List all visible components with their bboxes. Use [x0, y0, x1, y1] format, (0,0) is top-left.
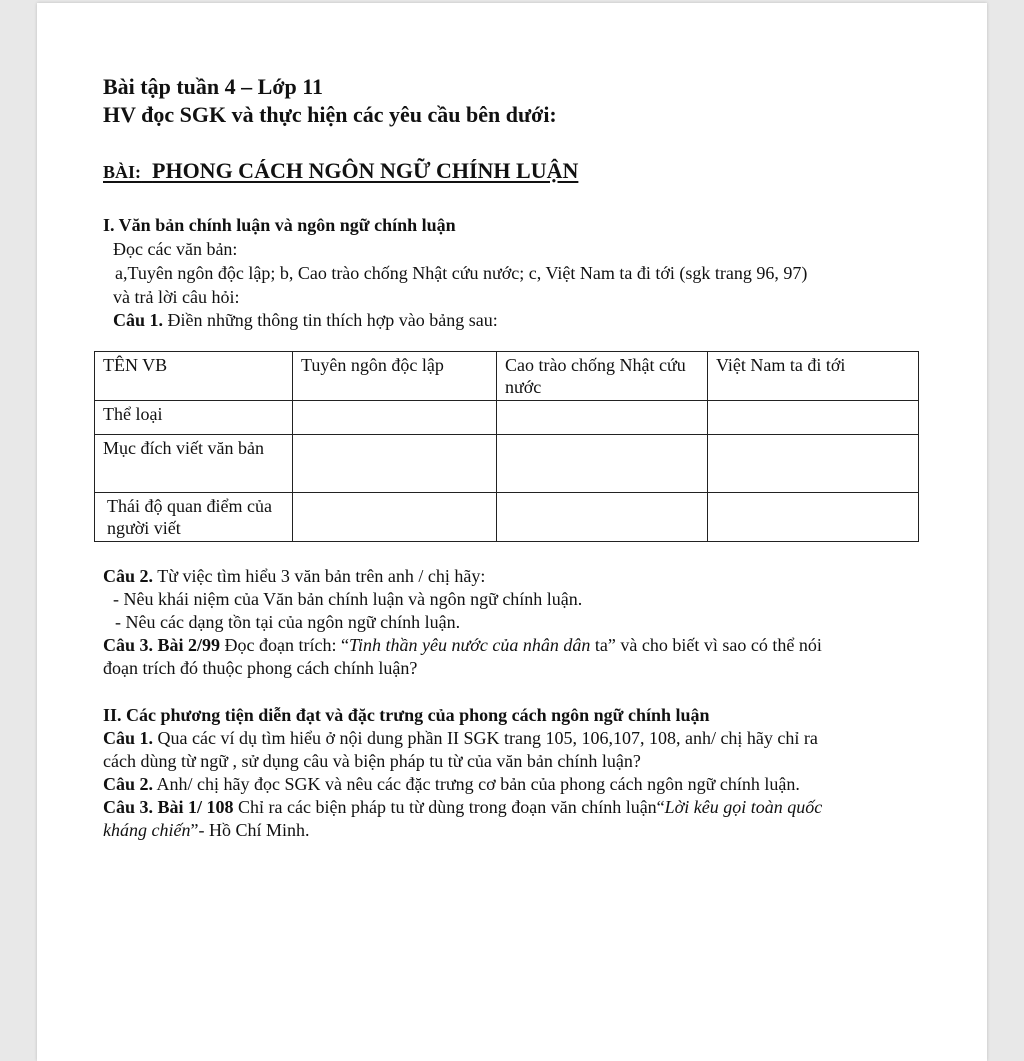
section1-intro: Đọc các văn bản: [113, 239, 238, 259]
table-cell[interactable] [708, 401, 919, 435]
table-header-cell: Việt Nam ta đi tới [708, 352, 919, 401]
table-cell[interactable] [293, 493, 497, 542]
table-row-label: Mục đích viết văn bản [95, 435, 293, 493]
s2-q2-text: Anh/ chị hãy đọc SGK và nêu các đặc trưng cơ bản của phong cách ngôn ngữ chính luận. [156, 774, 800, 794]
q2-item: - Nêu các dạng tồn tại của ngôn ngữ chính luận. [115, 612, 461, 632]
table-row [95, 435, 919, 493]
q1-text: Điền những thông tin thích hợp vào bảng sau: [167, 310, 498, 330]
table-cell[interactable] [497, 493, 708, 542]
q3-text: Đọc đoạn trích: “ [224, 635, 349, 655]
section1-q2 [103, 566, 485, 587]
q3-italic: Tinh thần yêu nước của nhân dân [348, 635, 591, 655]
table-cell[interactable] [708, 493, 919, 542]
q3-text-tail: ta” và cho biết vì sao có thể nói [590, 635, 822, 655]
table-header-row [95, 352, 919, 401]
section1-q1 [113, 310, 498, 331]
s2-q3-line2 [103, 820, 309, 841]
table-header-cell: Tuyên ngôn độc lập [293, 352, 497, 401]
lesson-name: PHONG CÁCH NGÔN NGỮ CHÍNH LUẬN [152, 158, 579, 183]
section1-texts: a,Tuyên ngôn độc lập; b, Cao trào chống Nhật cứu nước; c, Việt Nam ta đi tới (sgk trang 96, 97) [115, 263, 808, 283]
s2-q1-text: Qua các ví dụ tìm hiểu ở nội dung phần II SGK trang 105, 106,107, 108, anh/ chị hãy chỉ ra [157, 728, 818, 748]
answer-table [94, 351, 919, 542]
section1-heading: I. Văn bản chính luận và ngôn ngữ chính luận [103, 215, 456, 235]
table-cell[interactable] [708, 435, 919, 493]
table-row [95, 493, 919, 542]
section1-q3 [103, 635, 822, 656]
table-row-label: Thể loại [95, 401, 293, 435]
table-row [95, 401, 919, 435]
section2-q2 [103, 774, 800, 795]
section2-q1 [103, 728, 818, 749]
q2-text: Từ việc tìm hiểu 3 văn bản trên anh / chị hãy: [157, 566, 486, 586]
table-cell[interactable] [293, 401, 497, 435]
document-page [37, 3, 987, 1061]
s2-q3-text: Chỉ ra các biện pháp tu từ dùng trong đoạn văn chính luận“ [238, 797, 665, 817]
table-cell[interactable] [293, 435, 497, 493]
s2-q3-italic2: kháng chiến [103, 820, 191, 840]
s2-q2-label: Câu 2. [103, 774, 154, 794]
s2-q1-line2: cách dùng từ ngữ , sử dụng câu và biện pháp tu từ của văn bản chính luận? [103, 751, 641, 771]
s2-q3-tail: ”- Hồ Chí Minh. [190, 820, 310, 840]
section2-heading: II. Các phương tiện diễn đạt và đặc trưng của phong cách ngôn ngữ chính luận [103, 705, 710, 725]
table-row-label: Thái độ quan điểm của người viết [95, 493, 293, 542]
table-header-cell: Cao trào chống Nhật cứu nước [497, 352, 708, 401]
s2-q1-label: Câu 1. [103, 728, 154, 748]
table-cell[interactable] [497, 401, 708, 435]
q3-line2: đoạn trích đó thuộc phong cách chính luận? [103, 658, 418, 678]
q2-label: Câu 2. [103, 566, 154, 586]
table-cell[interactable] [497, 435, 708, 493]
lesson-title [103, 158, 578, 184]
s2-q3-label: Câu 3. Bài 1/ 108 [103, 797, 234, 817]
q1-label: Câu 1. [113, 310, 164, 330]
section2-q3 [103, 797, 822, 818]
s2-q3-italic: Lời kêu gọi toàn quốc [664, 797, 823, 817]
document-instruction: HV đọc SGK và thực hiện các yêu cầu bên dưới: [103, 102, 557, 127]
document-title: Bài tập tuần 4 – Lớp 11 [103, 74, 324, 99]
q2-item: - Nêu khái niệm của Văn bản chính luận và ngôn ngữ chính luận. [113, 589, 583, 609]
q3-label: Câu 3. Bài 2/99 [103, 635, 221, 655]
lesson-prefix: BÀI: [103, 162, 142, 182]
table-header-cell: TÊN VB [95, 352, 293, 401]
section1-answer-prompt: và trả lời câu hỏi: [113, 287, 240, 307]
